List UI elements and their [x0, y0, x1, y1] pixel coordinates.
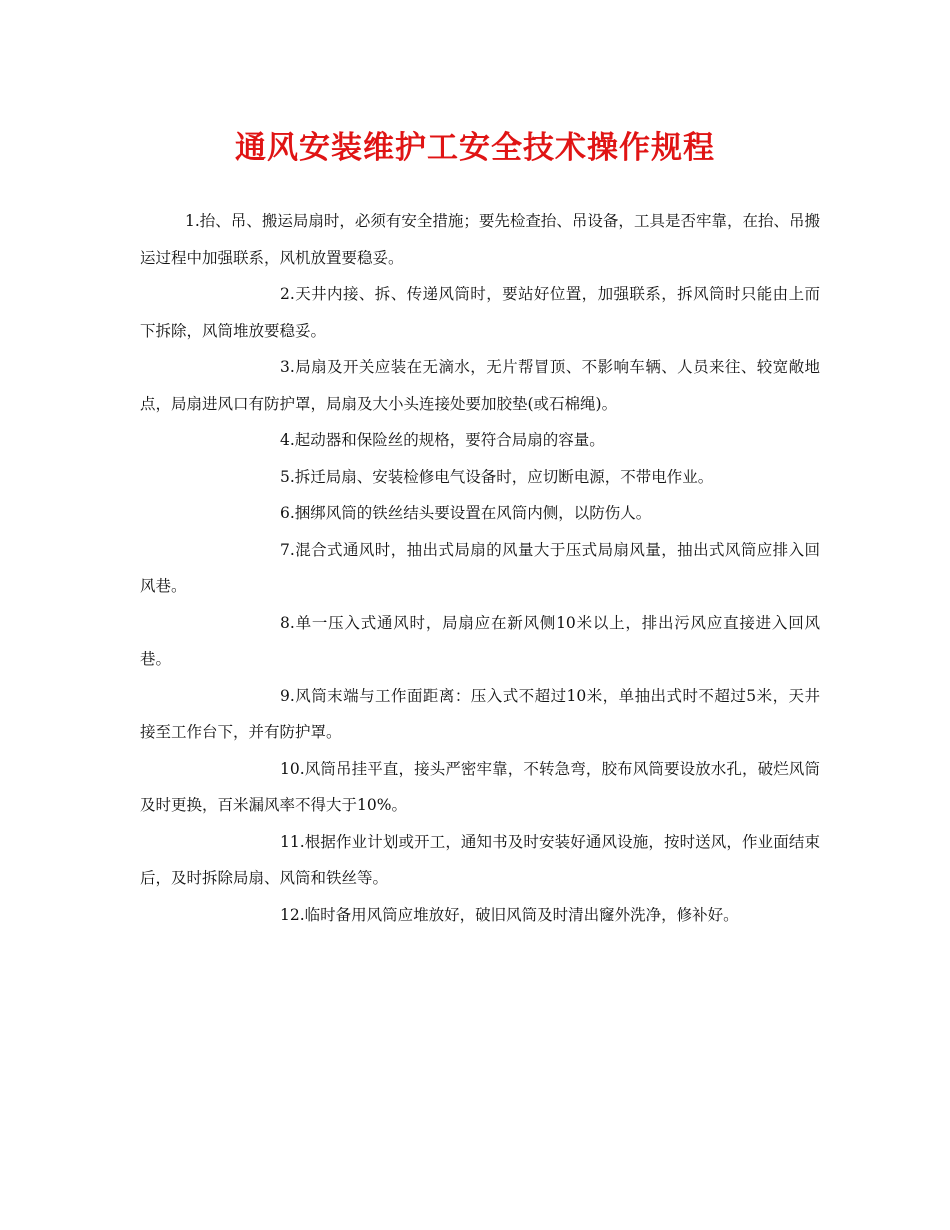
rule-item-2: 2.天井内接、拆、传递风筒时，要站好位置，加强联系，拆风筒时只能由上而下拆除，风筒堆放要稳妥。	[140, 285, 820, 340]
rule-item-8: 8.单一压入式通风时，局扇应在新风侧10米以上，排出污风应直接进入回风巷。	[140, 613, 820, 668]
rule-item-10: 10.风筒吊挂平直，接头严密牢靠，不转急弯，胶布风筒要设放水孔，破烂风筒及时更换，百米漏风率不得大于10%。	[140, 759, 820, 814]
rule-item-5: 5.拆迁局扇、安装检修电气设备时，应切断电源，不带电作业。	[280, 467, 714, 486]
rule-item-12: 12.临时备用风筒应堆放好，破旧风筒及时清出窿外洗净，修补好。	[280, 905, 739, 924]
rule-item-3: 3.局扇及开关应装在无滴水，无片帮冒顶、不影响车辆、人员来往、较宽敞地点，局扇进风口有防护罩，局扇及大小头连接处要加胶垫(或石棉绳)。	[140, 358, 820, 413]
document-title: 通风安装维护工安全技术操作规程	[235, 130, 715, 166]
rule-item-6: 6.捆绑风筒的铁丝结头要设置在风筒内侧，以防伤人。	[280, 504, 652, 522]
rule-item-4: 4.起动器和保险丝的规格，要符合局扇的容量。	[280, 431, 605, 449]
rule-item-9: 9.风筒末端与工作面距离：压入式不超过10米，单抽出式时不超过5米，天井接至工作台下，并有防护罩。	[140, 686, 820, 741]
document-body	[140, 203, 820, 933]
rule-item-7: 7.混合式通风时，抽出式局扇的风量大于压式局扇风量，抽出式风筒应排入回风巷。	[140, 540, 820, 595]
rule-item-1: 1.抬、吊、搬运局扇时，必须有安全措施；要先检查抬、吊设备，工具是否牢靠，在抬、吊搬运过程中加强联系，风机放置要稳妥。	[140, 212, 820, 267]
rule-item-11: 11.根据作业计划或开工，通知书及时安装好通风设施，按时送风，作业面结束后，及时拆除局扇、风筒和铁丝等。	[140, 832, 820, 887]
